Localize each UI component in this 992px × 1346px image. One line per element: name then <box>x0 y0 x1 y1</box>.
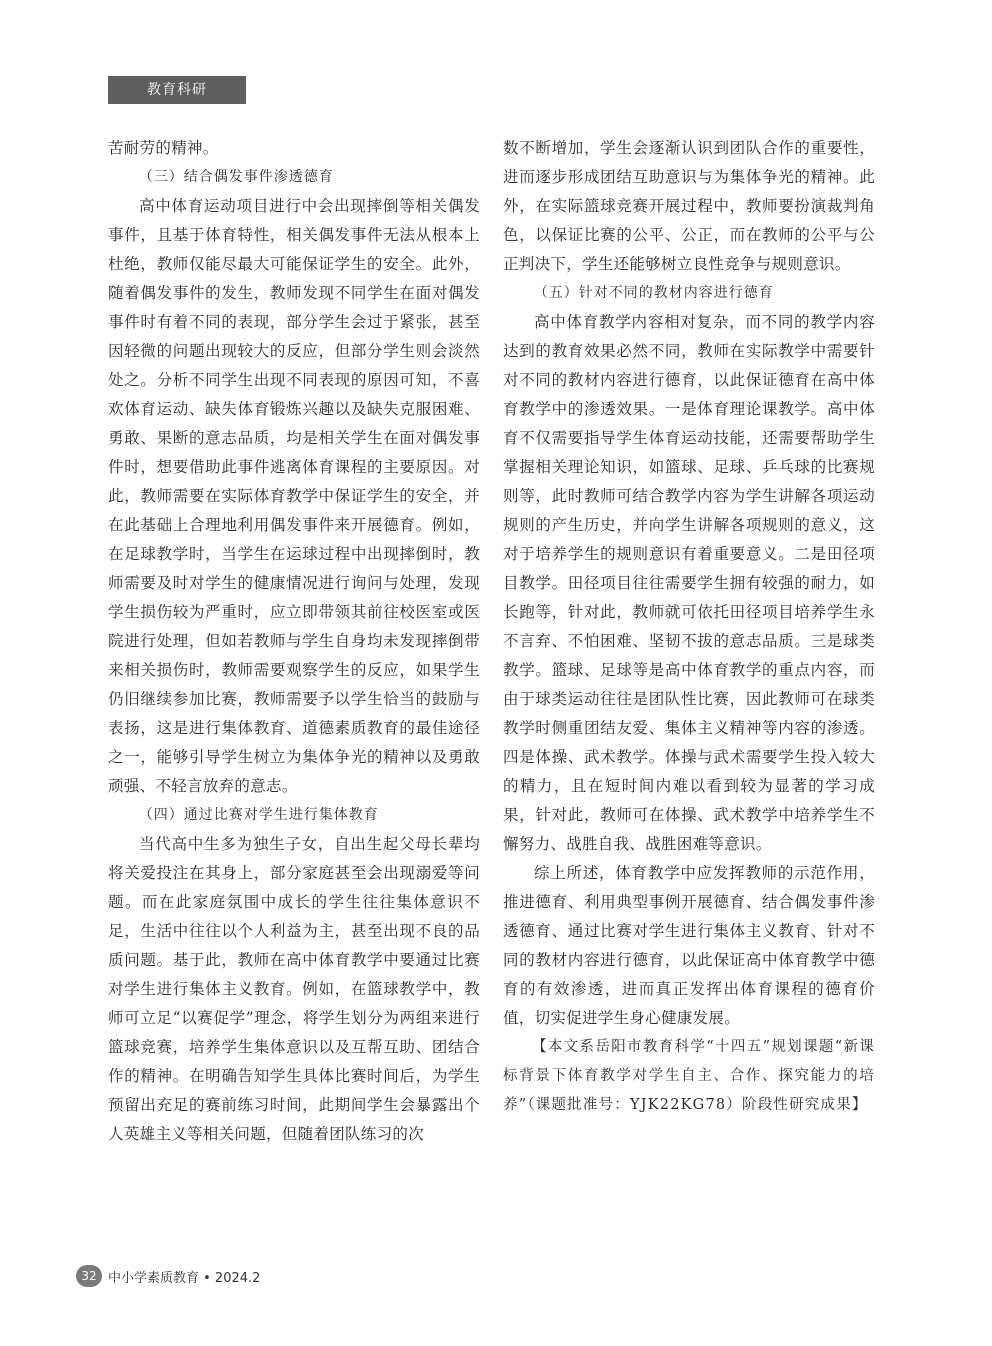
section-heading-3: （三）结合偶发事件渗透德育 <box>138 169 334 185</box>
right-column <box>503 134 875 1120</box>
page-footer <box>76 1264 260 1288</box>
paragraph: 高中体育教学内容相对复杂，而不同的教学内容达到的教育效果必然不同，教师在实际教学中需要针对不同的教材内容进行德育，以此保证德育在高中体育教学中的渗透效果。一是体育理论课教学。高中体育不仅需要指导学生体育运动技能，还需要帮助学生掌握相关理论知识，如篮球、足球、乒乓球的比赛规则等，此时教师可结合教学内容为学生讲解各项运动规则的产生历史，并向学生讲解各项规则的意义，这对于培养学生的规则意识有着重要意义。二是田径项目教学。田径项目往往需要学生拥有较强的耐力，如长跑等，针对此，教师就可依托田径项目培养学生永不言弃、不怕困难、坚韧不拔的意志品质。三是球类教学。篮球、足球等是高中体育教学的重点内容，而由于球类运动往往是团队性比赛，因此教师可在球类教学时侧重团结友爱、集体主义精神等内容的渗透。四是体操、武术教学。体操与武术需要学生投入较大的精力，且在短时间内难以看到较为显著的学习成果，针对此，教师可在体操、武术教学中培养学生不懈努力、战胜自我、战胜困难等意识。 <box>503 313 875 853</box>
paragraph: 高中体育运动项目进行中会出现摔倒等相关偶发事件，且基于体育特性，相关偶发事件无法从根本上杜绝，教师仅能尽最大可能保证学生的安全。此外，随着偶发事件的发生，教师发现不同学生在面对偶发事件时有着不同的表现，部分学生会过于紧张，甚至因轻微的问题出现较大的反应，但部分学生则会淡然处之。分析不同学生出现不同表现的原因可知，不喜欢体育运动、缺失体育锻炼兴趣以及缺失克服困难、勇敢、果断的意志品质，均是相关学生在面对偶发事件时，想要借助此事件逃离体育课程的主要原因。对此，教师需要在实际体育教学中保证学生的安全，并在此基础上合理地利用偶发事件来开展德育。例如，在足球教学时，当学生在运球过程中出现摔倒时，教师需要及时对学生的健康情况进行询问与处理，发现学生损伤较为严重时，应立即带领其前往校医室或医院进行处理，但如若教师与学生自身均未发现摔倒带来相关损伤时，教师需要观察学生的反应，如果学生仍旧继续参加比赛，教师需要予以学生恰当的鼓励与表扬，这是进行集体教育、道德素质教育的最佳途径之一，能够引导学生树立为集体争光的精神以及勇敢顽强、不轻言放弃的意志。 <box>108 197 480 795</box>
section-heading-4: （四）通过比赛对学生进行集体教育 <box>138 807 379 823</box>
paragraph: 当代高中生多为独生子女，自出生起父母长辈均将关爱投注在其身上，部分家庭甚至会出现溺爱等问题。而在此家庭氛围中成长的学生往往集体意识不足，生活中往往以个人利益为主，甚至出现不良的品质问题。基于此，教师在高中体育教学中要通过比赛对学生进行集体主义教育。例如，在篮球教学中，教师可立足“以赛促学”理念，将学生划分为两组来进行篮球竞赛，培养学生集体意识以及互帮互助、团结合作的精神。在明确告知学生具体比赛时间后，为学生预留出充足的赛前练习时间，此期间学生会暴露出个人英雄主义等相关问题，但随着团队练习的次 <box>108 835 480 1143</box>
section-heading-5: （五）针对不同的教材内容进行德育 <box>533 285 774 301</box>
left-column <box>108 134 480 1149</box>
conclusion-paragraph: 综上所述，体育教学中应发挥教师的示范作用，推进德育、利用典型事例开展德育、结合偶发事件渗透德育、通过比赛对学生进行集体主义教育、针对不同的教材内容进行德育，以此保证高中体育教学中德育的有效渗透，进而真正发挥出体育课程的德育价值，切实促进学生身心健康发展。 <box>503 864 875 1027</box>
paragraph-continuation: 苦耐劳的精神。 <box>108 139 219 157</box>
section-tag: 教育科研 <box>108 76 246 104</box>
funding-note: 【本文系岳阳市教育科学“十四五”规划课题“新课标背景下体育教学对学生自主、合作、探究能力的培养”（课题批准号：YJK22KG78）阶段性研究成果】 <box>503 1039 875 1113</box>
page-number: 32 <box>76 1265 102 1287</box>
paragraph-continuation: 数不断增加，学生会逐渐认识到团队合作的重要性，进而逐步形成团结互助意识与为集体争光的精神。此外，在实际篮球竞赛开展过程中，教师要扮演裁判角色，以保证比赛的公平、公正，而在教师的公平与公正判决下，学生还能够树立良性竞争与规则意识。 <box>503 139 875 273</box>
journal-info: 中小学素质教育 • 2024.2 <box>108 1270 261 1286</box>
